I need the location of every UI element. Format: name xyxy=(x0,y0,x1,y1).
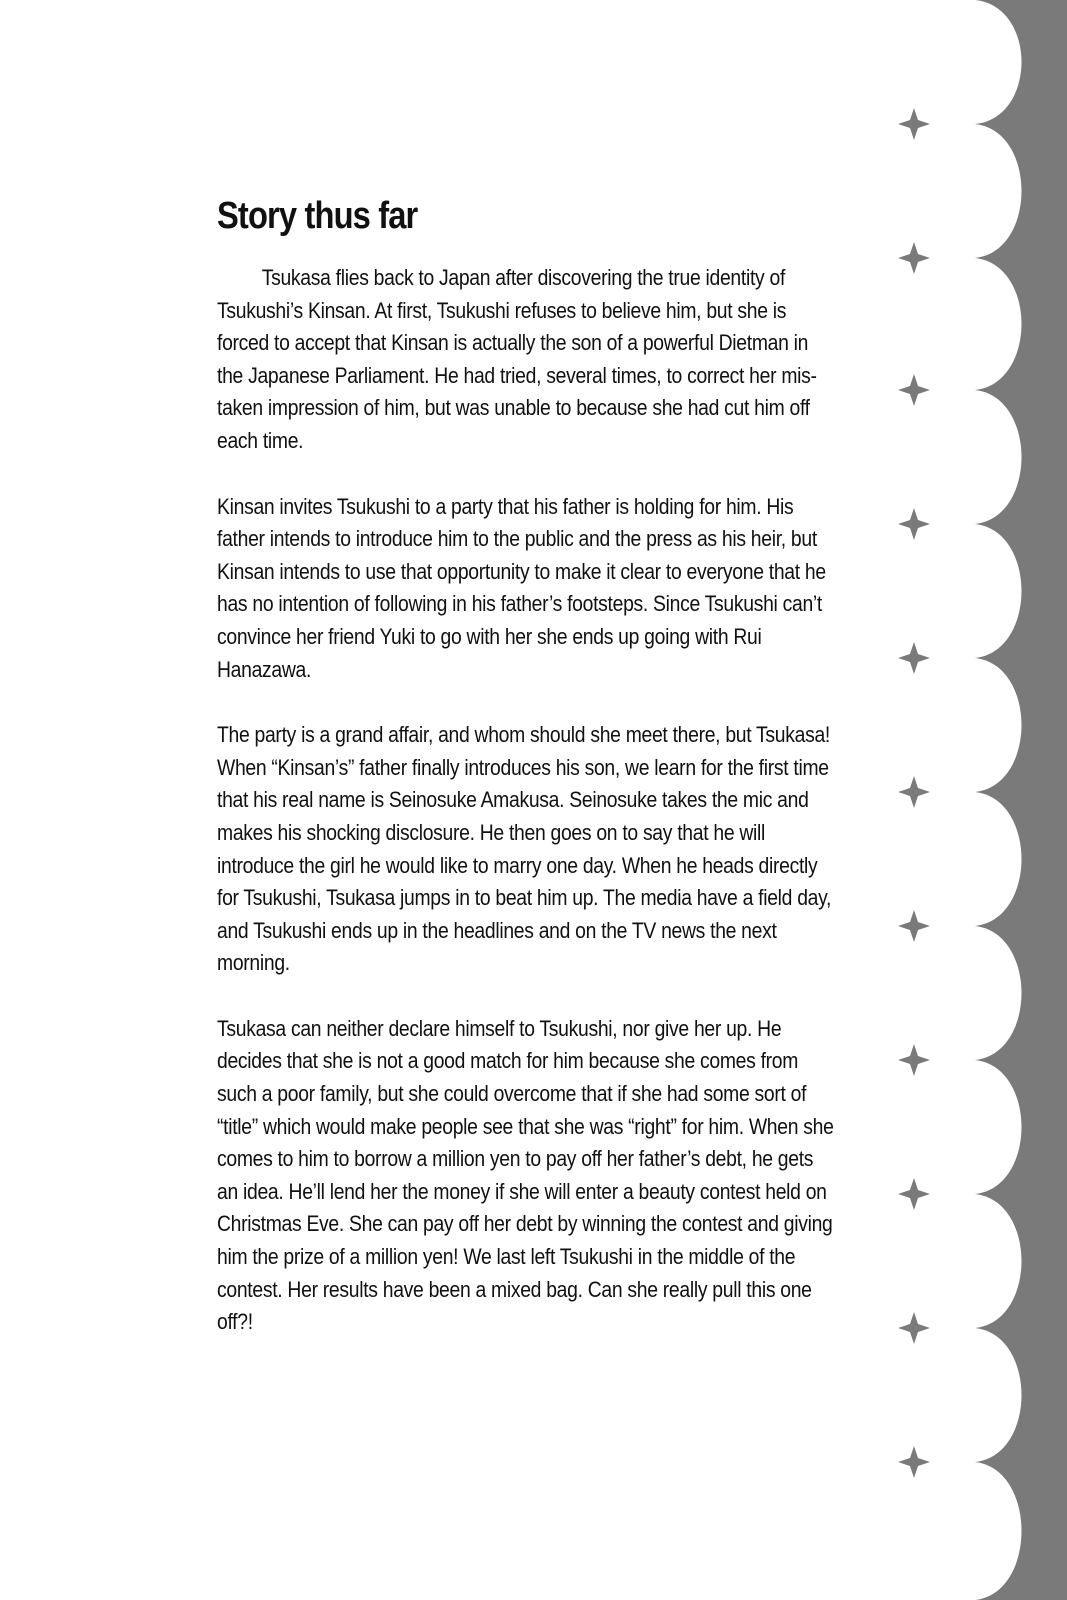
page-title: Story thus far xyxy=(217,195,418,237)
paragraph-2: Kinsan invites Tsukushi to a party that his father is holding for him. His father intends to introduce him to the public and the press as his heir, but Kinsan intends to use that opportunity to make it clear to everyone that he has no intention of following in his father’s footsteps. Since Tsukushi can’t convince her friend Yuki to go with her she ends up going with Rui Hanazawa. xyxy=(217,493,826,682)
four-point-star-icon xyxy=(898,108,930,140)
four-point-star-icon xyxy=(898,1044,930,1076)
four-point-star-icon xyxy=(898,642,930,674)
four-point-star-icon xyxy=(898,910,930,942)
four-point-star-icon xyxy=(898,508,930,540)
four-point-star-icon xyxy=(898,242,930,274)
story-content xyxy=(217,192,847,1372)
four-point-star-icon xyxy=(898,1178,930,1210)
paragraph-1: Tsukasa flies back to Japan after discovering the true identity of Tsukushi’s Kinsan. At first, Tsukushi refuses to believe him, but she is forced to accept that Kinsan is actually the son of a powerful Dietman in the Japanese Parliament. He had tried, several times, to correct her mis-taken impression of him, but was unable to because she had cut him off each time. xyxy=(217,265,817,453)
four-point-star-icon xyxy=(898,1446,930,1478)
four-point-star-icon xyxy=(898,776,930,808)
paragraph-4: Tsukasa can neither declare himself to Tsukushi, nor give her up. He decides that she is not a good match for him because she comes from such a poor family, but she could overcome that if she had some sort of “title” which would make people see that she was “right” for him. When she comes to him to borrow a million yen to pay off her father’s debt, he gets an idea. He’ll lend her the money if she will enter a beauty contest held on Christmas Eve. She can pay off her debt by winning the contest and giving him the prize of a million yen! We last left Tsukushi in the middle of the contest. Her results have been a mixed bag. Can she really pull this one off?! xyxy=(217,1015,834,1335)
paragraph-3: The party is a grand affair, and whom should she meet there, but Tsukasa! When “Kinsan’s” father finally introduces his son, we learn for the first time that his real name is Seinosuke Amakusa. Seinosuke takes the mic and makes his shocking disclosure. He then goes on to say that he will introduce the girl he would like to marry one day. When he heads directly for Tsukushi, Tsukasa jumps in to beat him up. The media have a field day, and Tsukushi ends up in the headlines and on the TV news the next morning. xyxy=(217,722,832,976)
scalloped-border-shape xyxy=(975,0,1067,1600)
star-column xyxy=(898,108,930,1478)
decorative-scalloped-border xyxy=(877,0,1067,1600)
four-point-star-icon xyxy=(898,374,930,406)
four-point-star-icon xyxy=(898,1312,930,1344)
